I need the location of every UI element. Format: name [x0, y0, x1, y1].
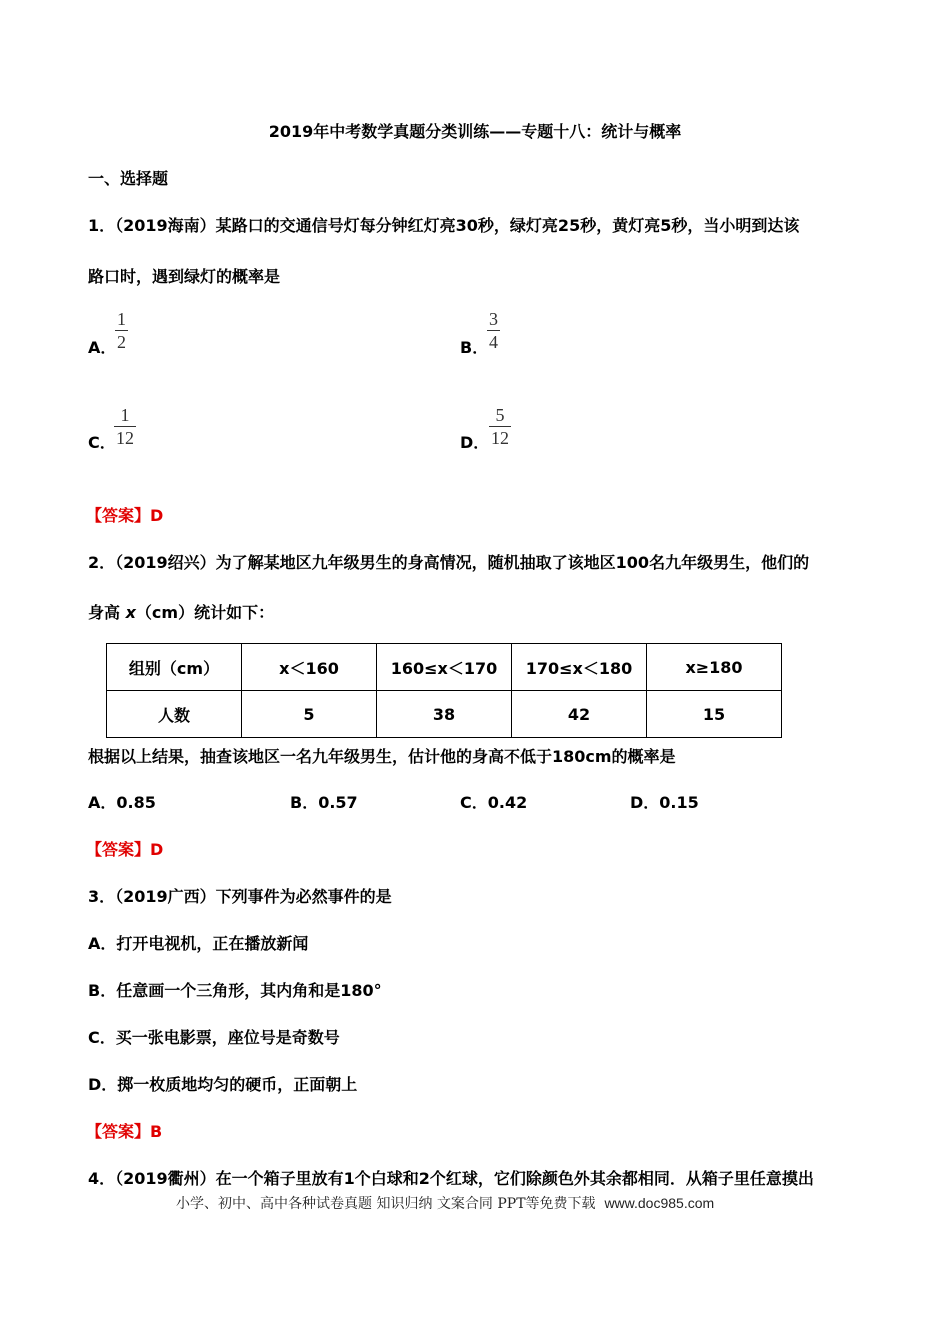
fraction-numerator: 3 — [489, 309, 498, 329]
q1-option-d-fraction — [489, 404, 511, 449]
fraction-numerator: 1 — [117, 309, 126, 329]
q2-answer: 【答案】D — [86, 840, 164, 859]
q1-option-c-fraction — [114, 404, 136, 449]
q1-option-b-label: B． — [460, 338, 489, 357]
fraction-denominator: 12 — [491, 428, 509, 448]
table-cell: 38 — [377, 691, 512, 738]
fraction-denominator: 12 — [116, 428, 134, 448]
q2-text-suffix: （cm）统计如下： — [135, 603, 275, 622]
document-title: 2019年中考数学真题分类训练——专题十八：统计与概率 — [268, 122, 682, 141]
q1-answer: 【答案】D — [86, 506, 164, 525]
fraction-denominator: 2 — [117, 332, 126, 352]
q2-variable-x: x — [125, 603, 136, 622]
table-cell: 15 — [647, 691, 782, 738]
table-header-cell: x≥180 — [647, 644, 782, 691]
question-2-line-1: 2．（2019绍兴）为了解某地区九年级男生的身高情况，随机抽取了该地区100名九年级男生，他们的 — [88, 553, 810, 572]
q1-option-c-label: C． — [88, 433, 116, 452]
question-3-line-1: 3．（2019广西）下列事件为必然事件的是 — [88, 887, 392, 906]
height-statistics-table — [106, 643, 782, 738]
q2-text-prefix: 身高 — [88, 603, 126, 622]
question-1-line-1: 1．（2019海南）某路口的交通信号灯每分钟红灯亮30秒，绿灯亮25秒，黄灯亮5秒，当小明到达该 — [88, 216, 800, 235]
question-4-line-1: 4．（2019衢州）在一个箱子里放有1个白球和2个红球，它们除颜色外其余都相同．从箱子里任意摸出 — [88, 1169, 814, 1188]
table-cell: 5 — [242, 691, 377, 738]
footer-url[interactable]: www.doc985.com — [604, 1195, 715, 1211]
table-cell: 42 — [512, 691, 647, 738]
q2-option-d: D．0.15 — [630, 793, 699, 812]
q3-option-d: D．掷一枚质地均匀的硬币，正面朝上 — [88, 1075, 358, 1094]
table-header-cell: 170≤x＜180 — [512, 644, 647, 691]
footer-note — [176, 1193, 714, 1213]
q1-option-b-fraction — [487, 308, 500, 353]
q1-option-a-fraction — [115, 308, 128, 353]
question-2-line-2 — [88, 600, 274, 623]
q3-option-b: B．任意画一个三角形，其内角和是180° — [88, 981, 382, 1000]
fraction-numerator: 5 — [495, 405, 505, 425]
question-1-line-2: 路口时，遇到绿灯的概率是 — [88, 267, 281, 286]
fraction-denominator: 4 — [489, 332, 498, 352]
table-header-cell: 组别（cm） — [107, 644, 242, 691]
section-heading: 一、选择题 — [88, 169, 169, 188]
q3-option-c: C．买一张电影票，座位号是奇数号 — [88, 1028, 340, 1047]
q3-answer: 【答案】B — [86, 1122, 163, 1141]
table-row — [107, 691, 782, 738]
q3-option-a: A．打开电视机，正在播放新闻 — [88, 934, 309, 953]
footer-text: 小学、初中、高中各种试卷真题 知识归纳 文案合同 PPT等免费下载 — [176, 1196, 596, 1212]
table-header-row — [107, 644, 782, 691]
question-2-prompt: 根据以上结果，抽查该地区一名九年级男生，估计他的身高不低于180cm的概率是 — [88, 747, 676, 766]
q2-option-b: B．0.57 — [290, 793, 358, 812]
table-header-cell: 160≤x＜170 — [377, 644, 512, 691]
fraction-numerator: 1 — [120, 405, 130, 425]
q1-option-a-label: A． — [88, 338, 117, 357]
q2-option-c: C．0.42 — [460, 793, 528, 812]
q2-option-a: A．0.85 — [88, 793, 156, 812]
table-cell: 人数 — [107, 691, 242, 738]
q1-option-d-label: D． — [460, 433, 490, 452]
table-header-cell: x＜160 — [242, 644, 377, 691]
